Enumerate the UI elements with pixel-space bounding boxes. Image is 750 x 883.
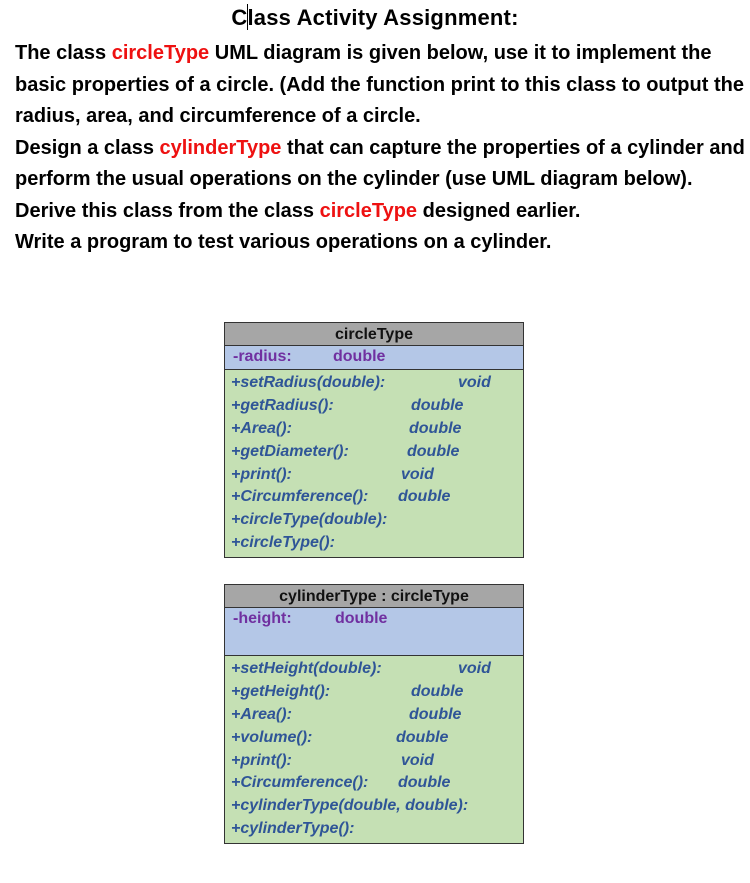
method-type: void	[401, 465, 434, 483]
method-name: +Circumference():	[231, 774, 369, 792]
method-name: +setHeight(double):	[231, 660, 382, 677]
method-name: +print():	[231, 465, 292, 483]
method-name: +Area():	[231, 705, 292, 723]
method-name: +circleType(double):	[231, 511, 388, 529]
uml-method-row	[225, 464, 523, 487]
method-type: double	[396, 728, 449, 746]
uml-class-name: cylinderType : circleType	[225, 585, 523, 608]
method-name: +cylinderType():	[231, 820, 355, 838]
method-type: double	[398, 774, 451, 792]
uml-class-name: circleType	[225, 323, 523, 346]
class-name-highlight: circleType	[319, 199, 418, 222]
uml-attribute-row	[225, 346, 523, 368]
uml-method-row	[225, 750, 523, 773]
uml-attributes	[225, 608, 523, 656]
paragraph-text: UML diagram is given below, use it to implement the basic properties of a circle. (Add the function print to this class to output the radius, area, and circumference of a circle.	[15, 42, 744, 127]
method-type: double	[411, 682, 464, 700]
method-type: double	[411, 396, 464, 414]
method-name: +setRadius(double):	[231, 374, 386, 391]
uml-cylinder-type	[224, 584, 524, 844]
uml-method-row	[225, 395, 523, 418]
uml-circle-type	[224, 322, 524, 558]
uml-method-row	[225, 509, 523, 532]
paragraph-text: designed earlier.	[417, 199, 581, 222]
uml-method-row	[225, 772, 523, 795]
method-name: +getHeight():	[231, 682, 331, 700]
uml-method-row	[225, 818, 523, 841]
attribute-name: -radius:	[233, 348, 292, 365]
attribute-type: double	[335, 610, 388, 627]
method-type: double	[409, 419, 462, 437]
uml-methods	[225, 370, 523, 557]
uml-methods	[225, 656, 523, 843]
uml-method-row	[225, 658, 523, 681]
uml-attributes	[225, 346, 523, 370]
uml-method-row	[225, 727, 523, 750]
method-type: void	[458, 374, 491, 391]
paragraph-text: that can capture the properties of a cylinder and perform the usual operations on the cylinder (use UML diagram below).	[15, 136, 745, 190]
uml-method-row	[225, 681, 523, 704]
method-name: +getDiameter():	[231, 442, 349, 460]
paragraph-test	[15, 227, 745, 259]
uml-method-row	[225, 795, 523, 818]
method-name: +cylinderType(double, double):	[231, 797, 469, 815]
instructions	[15, 38, 745, 259]
method-name: +Circumference():	[231, 488, 369, 506]
attribute-type: double	[333, 348, 386, 365]
method-type: void	[401, 751, 434, 769]
method-name: +circleType():	[231, 534, 335, 552]
method-type: double	[409, 705, 462, 723]
uml-method-row	[225, 441, 523, 464]
method-name: +Area():	[231, 419, 292, 437]
uml-method-row	[225, 372, 523, 395]
paragraph-text: Design a class	[15, 136, 160, 159]
title-rest: lass Activity Assignment:	[247, 5, 519, 30]
paragraph-derive	[15, 196, 745, 228]
uml-method-row	[225, 532, 523, 555]
paragraph-cylinder	[15, 133, 745, 196]
paragraph-text: Write a program to test various operations on a cylinder.	[15, 231, 552, 253]
paragraph-text: Derive this class from the class	[15, 199, 320, 222]
method-type: double	[407, 442, 460, 460]
uml-method-row	[225, 486, 523, 509]
class-name-highlight: circleType	[111, 42, 210, 64]
method-name: +volume():	[231, 728, 313, 746]
uml-method-row	[225, 418, 523, 441]
method-name: +print():	[231, 751, 292, 769]
title-first-letter: C	[231, 5, 248, 30]
class-name-highlight: cylinderType	[159, 136, 282, 159]
method-type: void	[458, 660, 491, 677]
paragraph-circle	[15, 38, 745, 133]
method-type: double	[398, 488, 451, 506]
uml-method-row	[225, 704, 523, 727]
attribute-name: -height:	[233, 610, 292, 627]
uml-attribute-row	[225, 608, 523, 630]
paragraph-text: The class	[15, 42, 112, 64]
document-title	[0, 4, 750, 31]
method-name: +getRadius():	[231, 396, 334, 414]
